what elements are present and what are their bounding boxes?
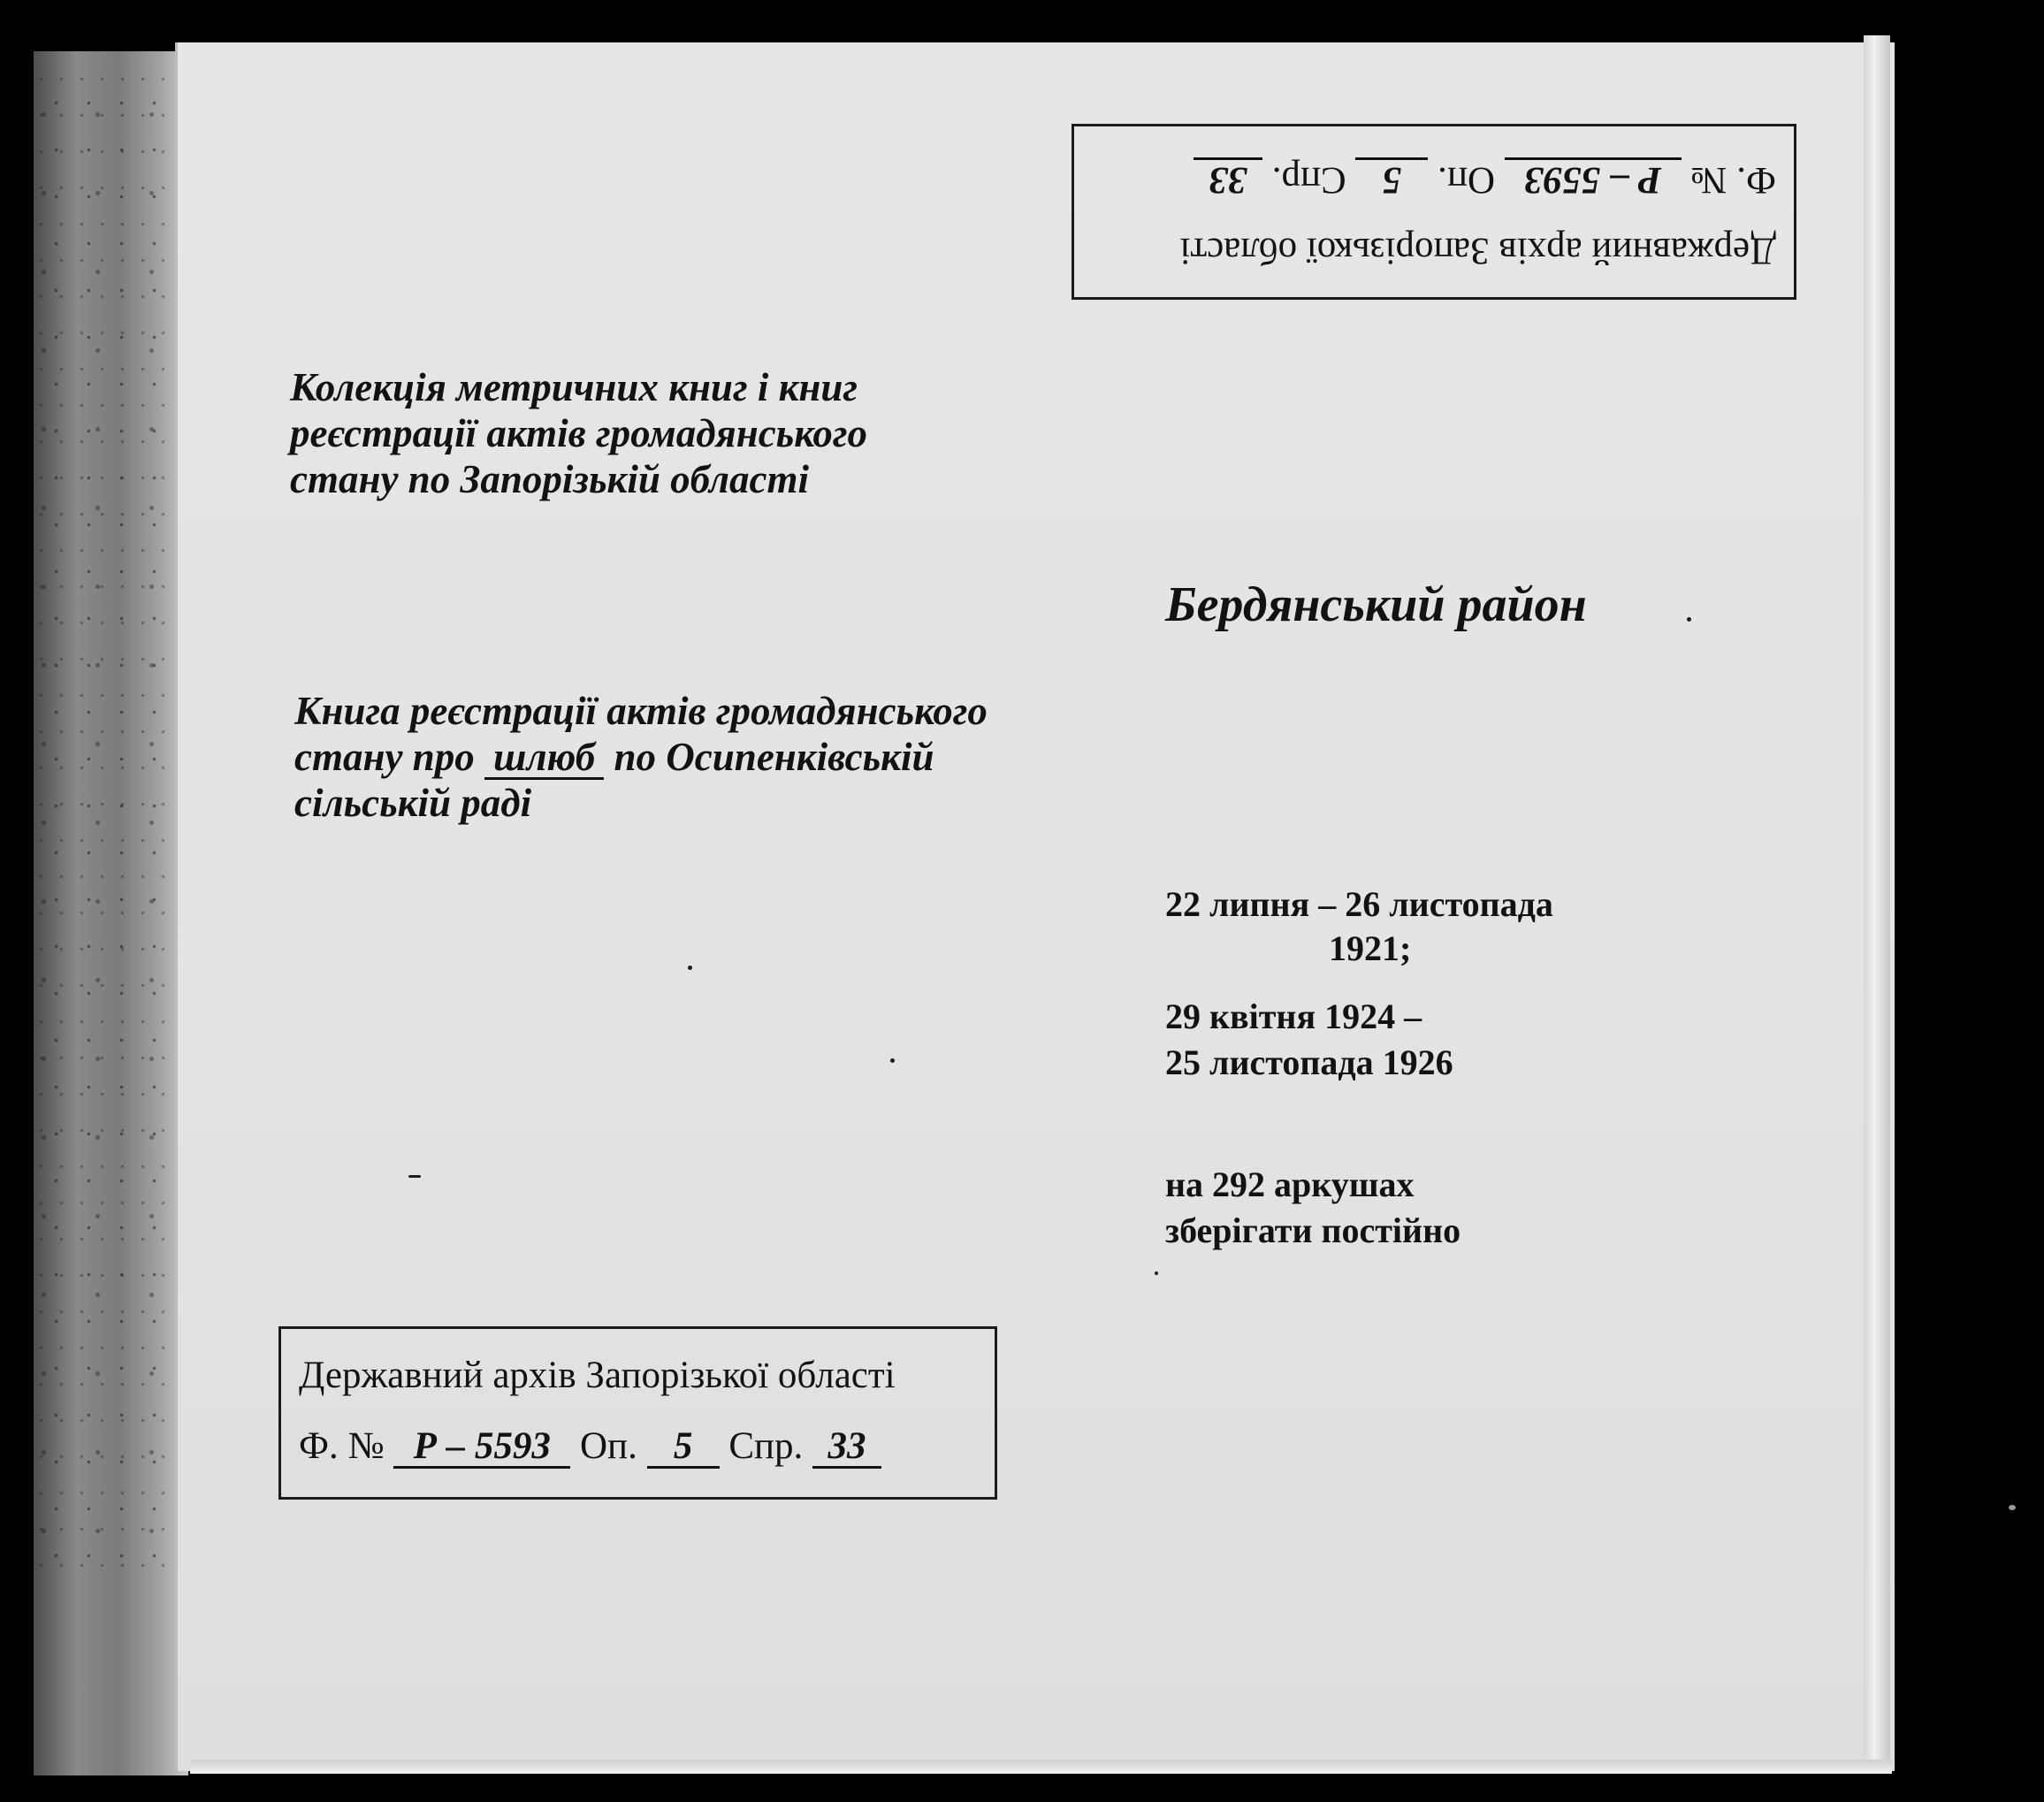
opys-value: 5 [647,1427,720,1469]
collection-heading [290,364,867,502]
stamp-reference-line [299,1424,881,1469]
date-range-2-line: 25 листопада 1926 [1165,1042,1453,1082]
opys-label: Оп. [580,1425,637,1467]
date-range-2 [1165,994,1453,1086]
retention-note: зберігати постійно [1165,1210,1461,1250]
book-title-filled-blank: шлюб [484,737,604,780]
stamp-archive-name: Державний архів Запорізької області [1179,230,1776,271]
stamp-reference-line [1194,157,1776,202]
archive-stamp [278,1326,997,1500]
date-range-2-line: 29 квітня 1924 – [1165,996,1422,1036]
date-range-1-year: 1921; [1329,928,1412,968]
fond-label: Ф. № [299,1425,385,1467]
page-bottom-edge [190,1760,1892,1774]
stamp-archive-name: Державний архів Запорізької області [299,1355,896,1396]
archive-stamp-upside-down [1072,124,1796,300]
page-edge [1864,35,1890,1773]
sprava-value: 33 [1194,157,1262,199]
paper-speck [688,966,692,970]
book-title-line: Книга реєстрації актів громадянського [294,689,988,733]
sprava-value: 33 [812,1427,881,1469]
sheet-info [1165,1162,1461,1254]
paper-speck [1687,617,1691,622]
opys-label: Оп. [1438,159,1495,201]
paper-speck [1155,1271,1158,1275]
collection-heading-line: реєстрації актів громадянського [290,411,867,455]
book-title-suffix: по Осипенківській [614,735,934,779]
cover-page [175,42,1895,1771]
sheet-count: на 292 аркушах [1165,1164,1415,1204]
date-range-1 [1165,882,1553,971]
sprava-label: Спр. [1271,159,1346,201]
paper-speck [408,1175,421,1178]
spine-wear-texture [35,71,186,1574]
paper-speck [2009,1505,2016,1510]
collection-heading-line: стану по Запорізькій області [290,457,809,501]
fond-label: Ф. № [1690,159,1776,201]
fond-value: Р – 5593 [1505,157,1682,199]
sprava-label: Спр. [728,1425,804,1467]
opys-value: 5 [1355,157,1428,199]
collection-heading-line: Колекція метричних книг і книг [290,365,858,409]
book-title-line: сільській раді [294,781,532,825]
book-title-line [294,734,988,780]
district-title: Бердянський район [1165,577,1587,632]
fond-value: Р – 5593 [393,1427,570,1469]
book-title [294,688,988,826]
book-title-prefix: стану про [294,735,475,779]
date-range-1-line: 22 липня – 26 листопада [1165,884,1553,924]
paper-speck [890,1058,895,1063]
